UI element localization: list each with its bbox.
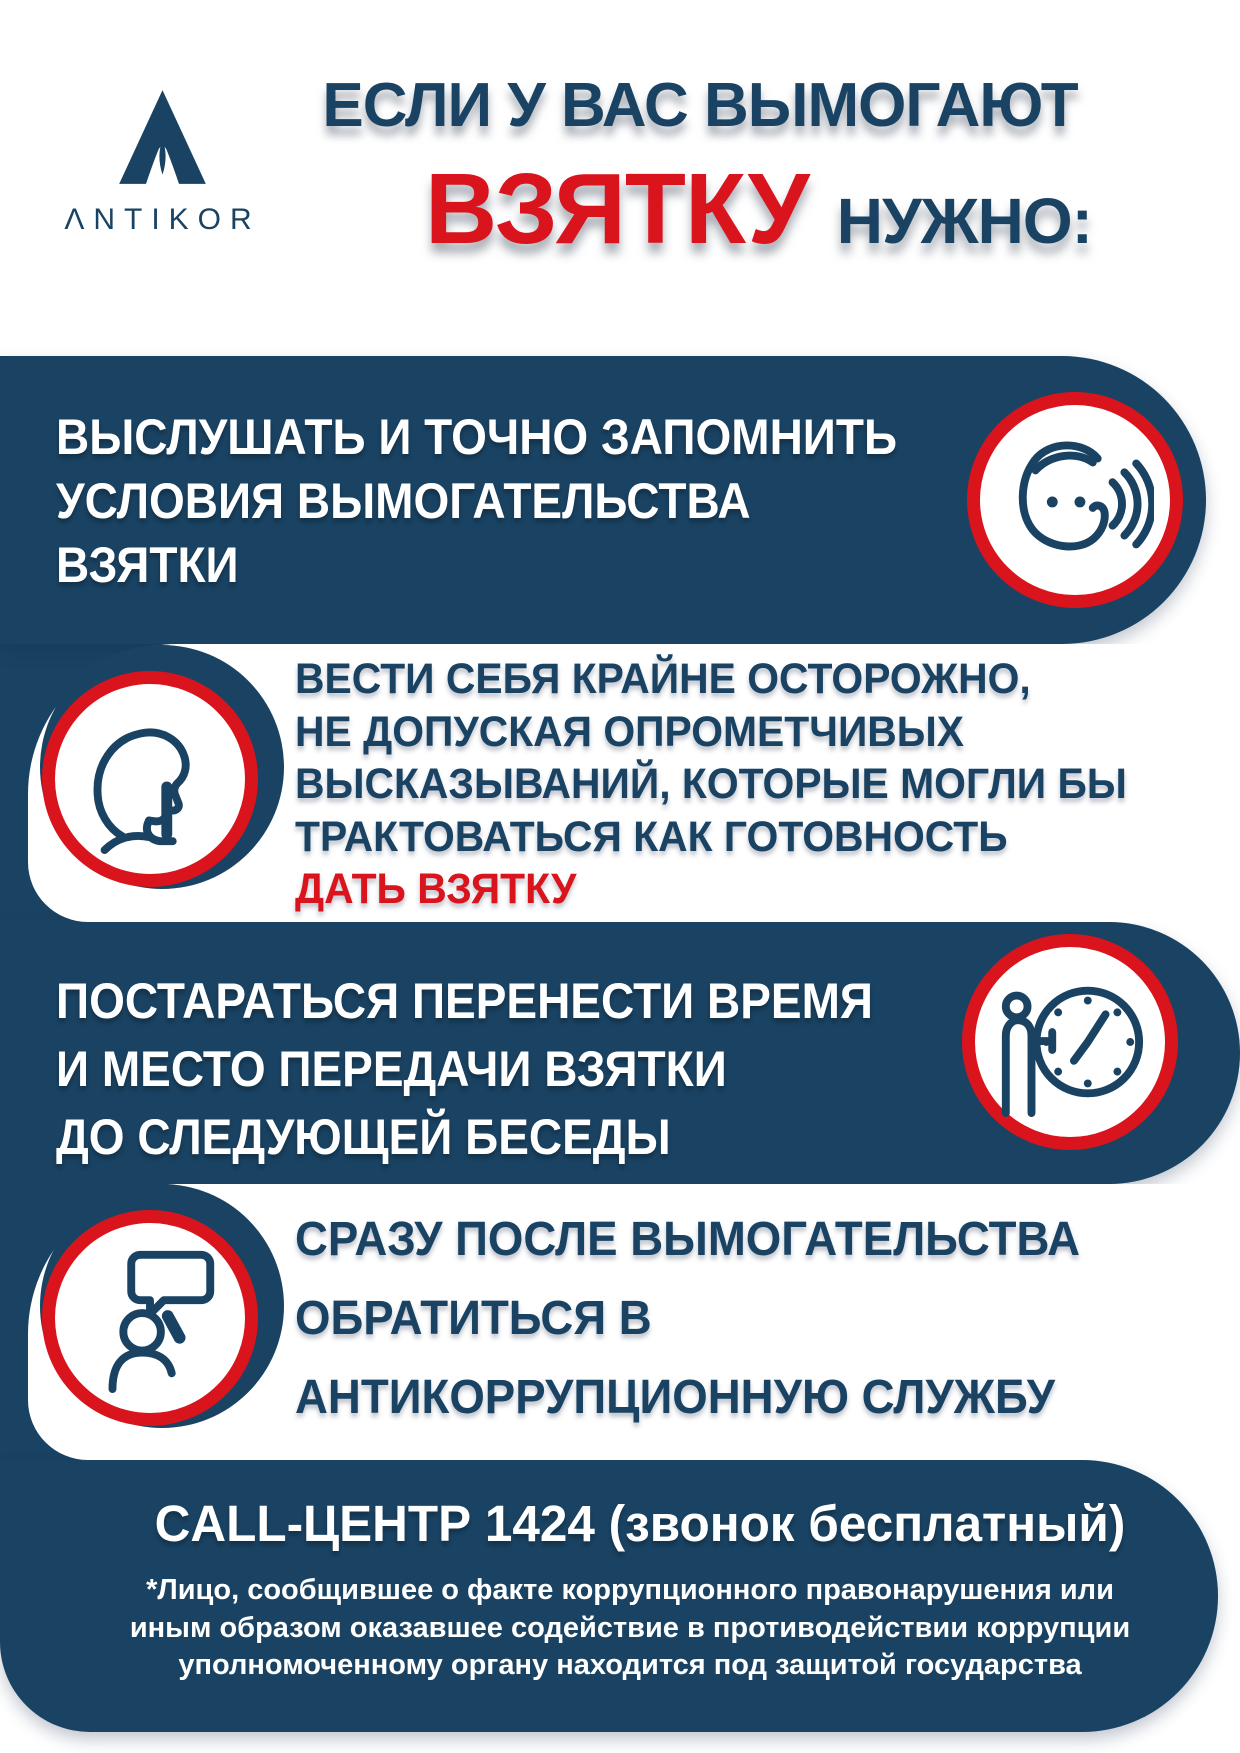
postpone-time-clock-icon [991,963,1149,1121]
poster-title-line1: ЕСЛИ У ВАС ВЫМОГАЮТ [322,71,1078,140]
step1-text [56,409,898,604]
step1-icon-badge [967,392,1183,608]
report-call-speech-bubble-icon [71,1239,229,1397]
antikor-brand-text: ΛNTIKOR [64,203,261,236]
antikor-logo-icon [110,88,215,186]
call-center-line: CALL-ЦЕНТР 1424 (звонок бесплатный) [154,1495,1126,1552]
step2-icon-badge [42,671,258,887]
step4-line3: АНТИКОРРУПЦИОННУЮ СЛУЖБУ [295,1371,1056,1424]
step1-line2: УСЛОВИЯ ВЫМОГАТЕЛЬСТВА [56,473,751,529]
disclaimer-line3: уполномоченному органу находится под защитой государства [178,1649,1082,1681]
step2-highlight-give-bribe: ДАТЬ ВЗЯТКУ [295,865,577,913]
step1-line1: ВЫСЛУШАТЬ И ТОЧНО ЗАПОМНИТЬ [56,409,898,465]
step3-line3: ДО СЛЕДУЮЩЕЙ БЕСЕДЫ [56,1109,671,1165]
silence-shh-finger-icon [71,700,229,858]
disclaimer-line2: иным образом оказавшее содействие в противодействии коррупции [129,1611,1131,1644]
step2-line4: ТРАКТОВАТЬСЯ КАК ГОТОВНОСТЬ [295,812,1008,861]
protection-disclaimer [60,1572,1200,1685]
step4-line1: СРАЗУ ПОСЛЕ ВЫМОГАТЕЛЬСТВА [295,1213,1081,1266]
step4-line2: ОБРАТИТЬСЯ В [295,1292,652,1345]
step3-text [56,973,873,1180]
disclaimer-line1: *Лицо, сообщившее о факте коррупционного правонарушения или [146,1574,1114,1606]
step2-line3: ВЫСКАЗЫВАНИЙ, КОТОРЫЕ МОГЛИ БЫ [295,760,1127,808]
step3-line1: ПОСТАРАТЬСЯ ПЕРЕНЕСТИ ВРЕМЯ [56,973,873,1029]
title-emphasis-bribe: ВЗЯТКУ [425,153,809,265]
listening-ear-face-icon [996,421,1154,579]
step4-icon-badge [42,1210,258,1426]
step3-line2: И МЕСТО ПЕРЕДАЧИ ВЗЯТКИ [56,1041,727,1097]
poster-title-line2 [425,152,1092,267]
antikor-logo [55,88,270,237]
title-need-to: НУЖНО: [836,185,1092,257]
step1-line3: ВЗЯТКИ [56,537,239,593]
step2-line1: ВЕСТИ СЕБЯ КРАЙНЕ ОСТОРОЖНО, [295,655,1031,703]
step2-line2: НЕ ДОПУСКАЯ ОПРОМЕТЧИВЫХ [295,707,965,756]
step2-text [295,655,1127,921]
step3-icon-badge [962,934,1178,1150]
step4-text [295,1213,1081,1453]
